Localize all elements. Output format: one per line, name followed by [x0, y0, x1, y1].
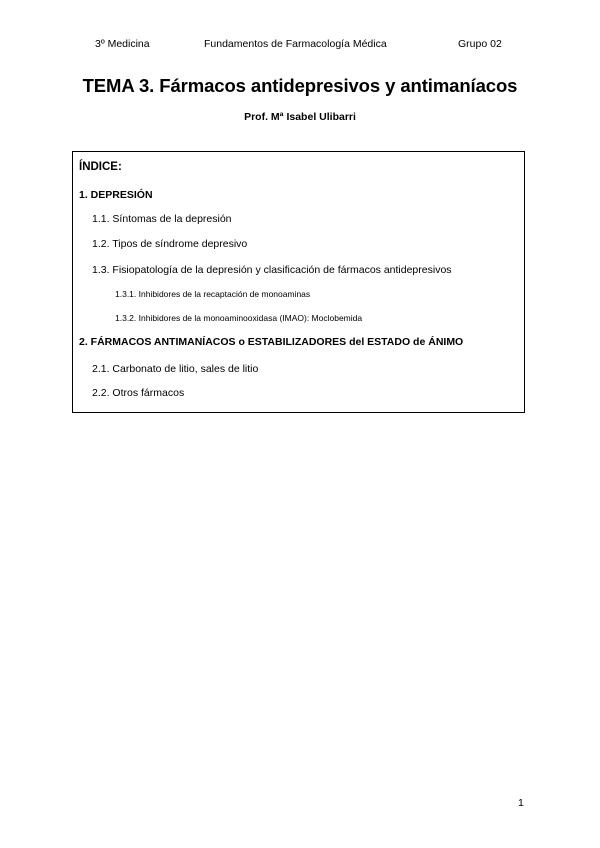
document-title: TEMA 3. Fármacos antidepresivos y antimaníacos — [82, 75, 518, 96]
header-course: 3º Medicina — [95, 38, 150, 50]
toc-item-1-3-2: 1.3.2. Inhibidores de la monoaminooxidasa (IMAO): Moclobemida — [115, 313, 363, 323]
toc-item-1-3: 1.3. Fisiopatología de la depresión y clasificación de fármacos antidepresivos — [92, 264, 452, 276]
table-of-contents — [72, 151, 525, 413]
header-subject: Fundamentos de Farmacología Médica — [204, 38, 387, 50]
page-number: 1 — [518, 797, 524, 809]
toc-heading: ÍNDICE: — [79, 161, 122, 173]
header-group: Grupo 02 — [458, 38, 502, 50]
toc-item-1: 1. DEPRESIÓN — [79, 189, 153, 201]
toc-item-1-3-1: 1.3.1. Inhibidores de la recaptación de monoaminas — [115, 289, 311, 299]
toc-item-2: 2. FÁRMACOS ANTIMANÍACOS o ESTABILIZADORES del ESTADO de ÁNIMO — [79, 336, 464, 348]
toc-item-1-1: 1.1. Síntomas de la depresión — [92, 213, 232, 225]
toc-item-1-2: 1.2. Tipos de síndrome depresivo — [92, 238, 248, 250]
document-author: Prof. Mª Isabel Ulibarri — [244, 111, 356, 123]
page-header — [0, 38, 600, 52]
toc-item-2-2: 2.2. Otros fármacos — [92, 387, 185, 399]
toc-item-2-1: 2.1. Carbonato de litio, sales de litio — [92, 363, 259, 375]
